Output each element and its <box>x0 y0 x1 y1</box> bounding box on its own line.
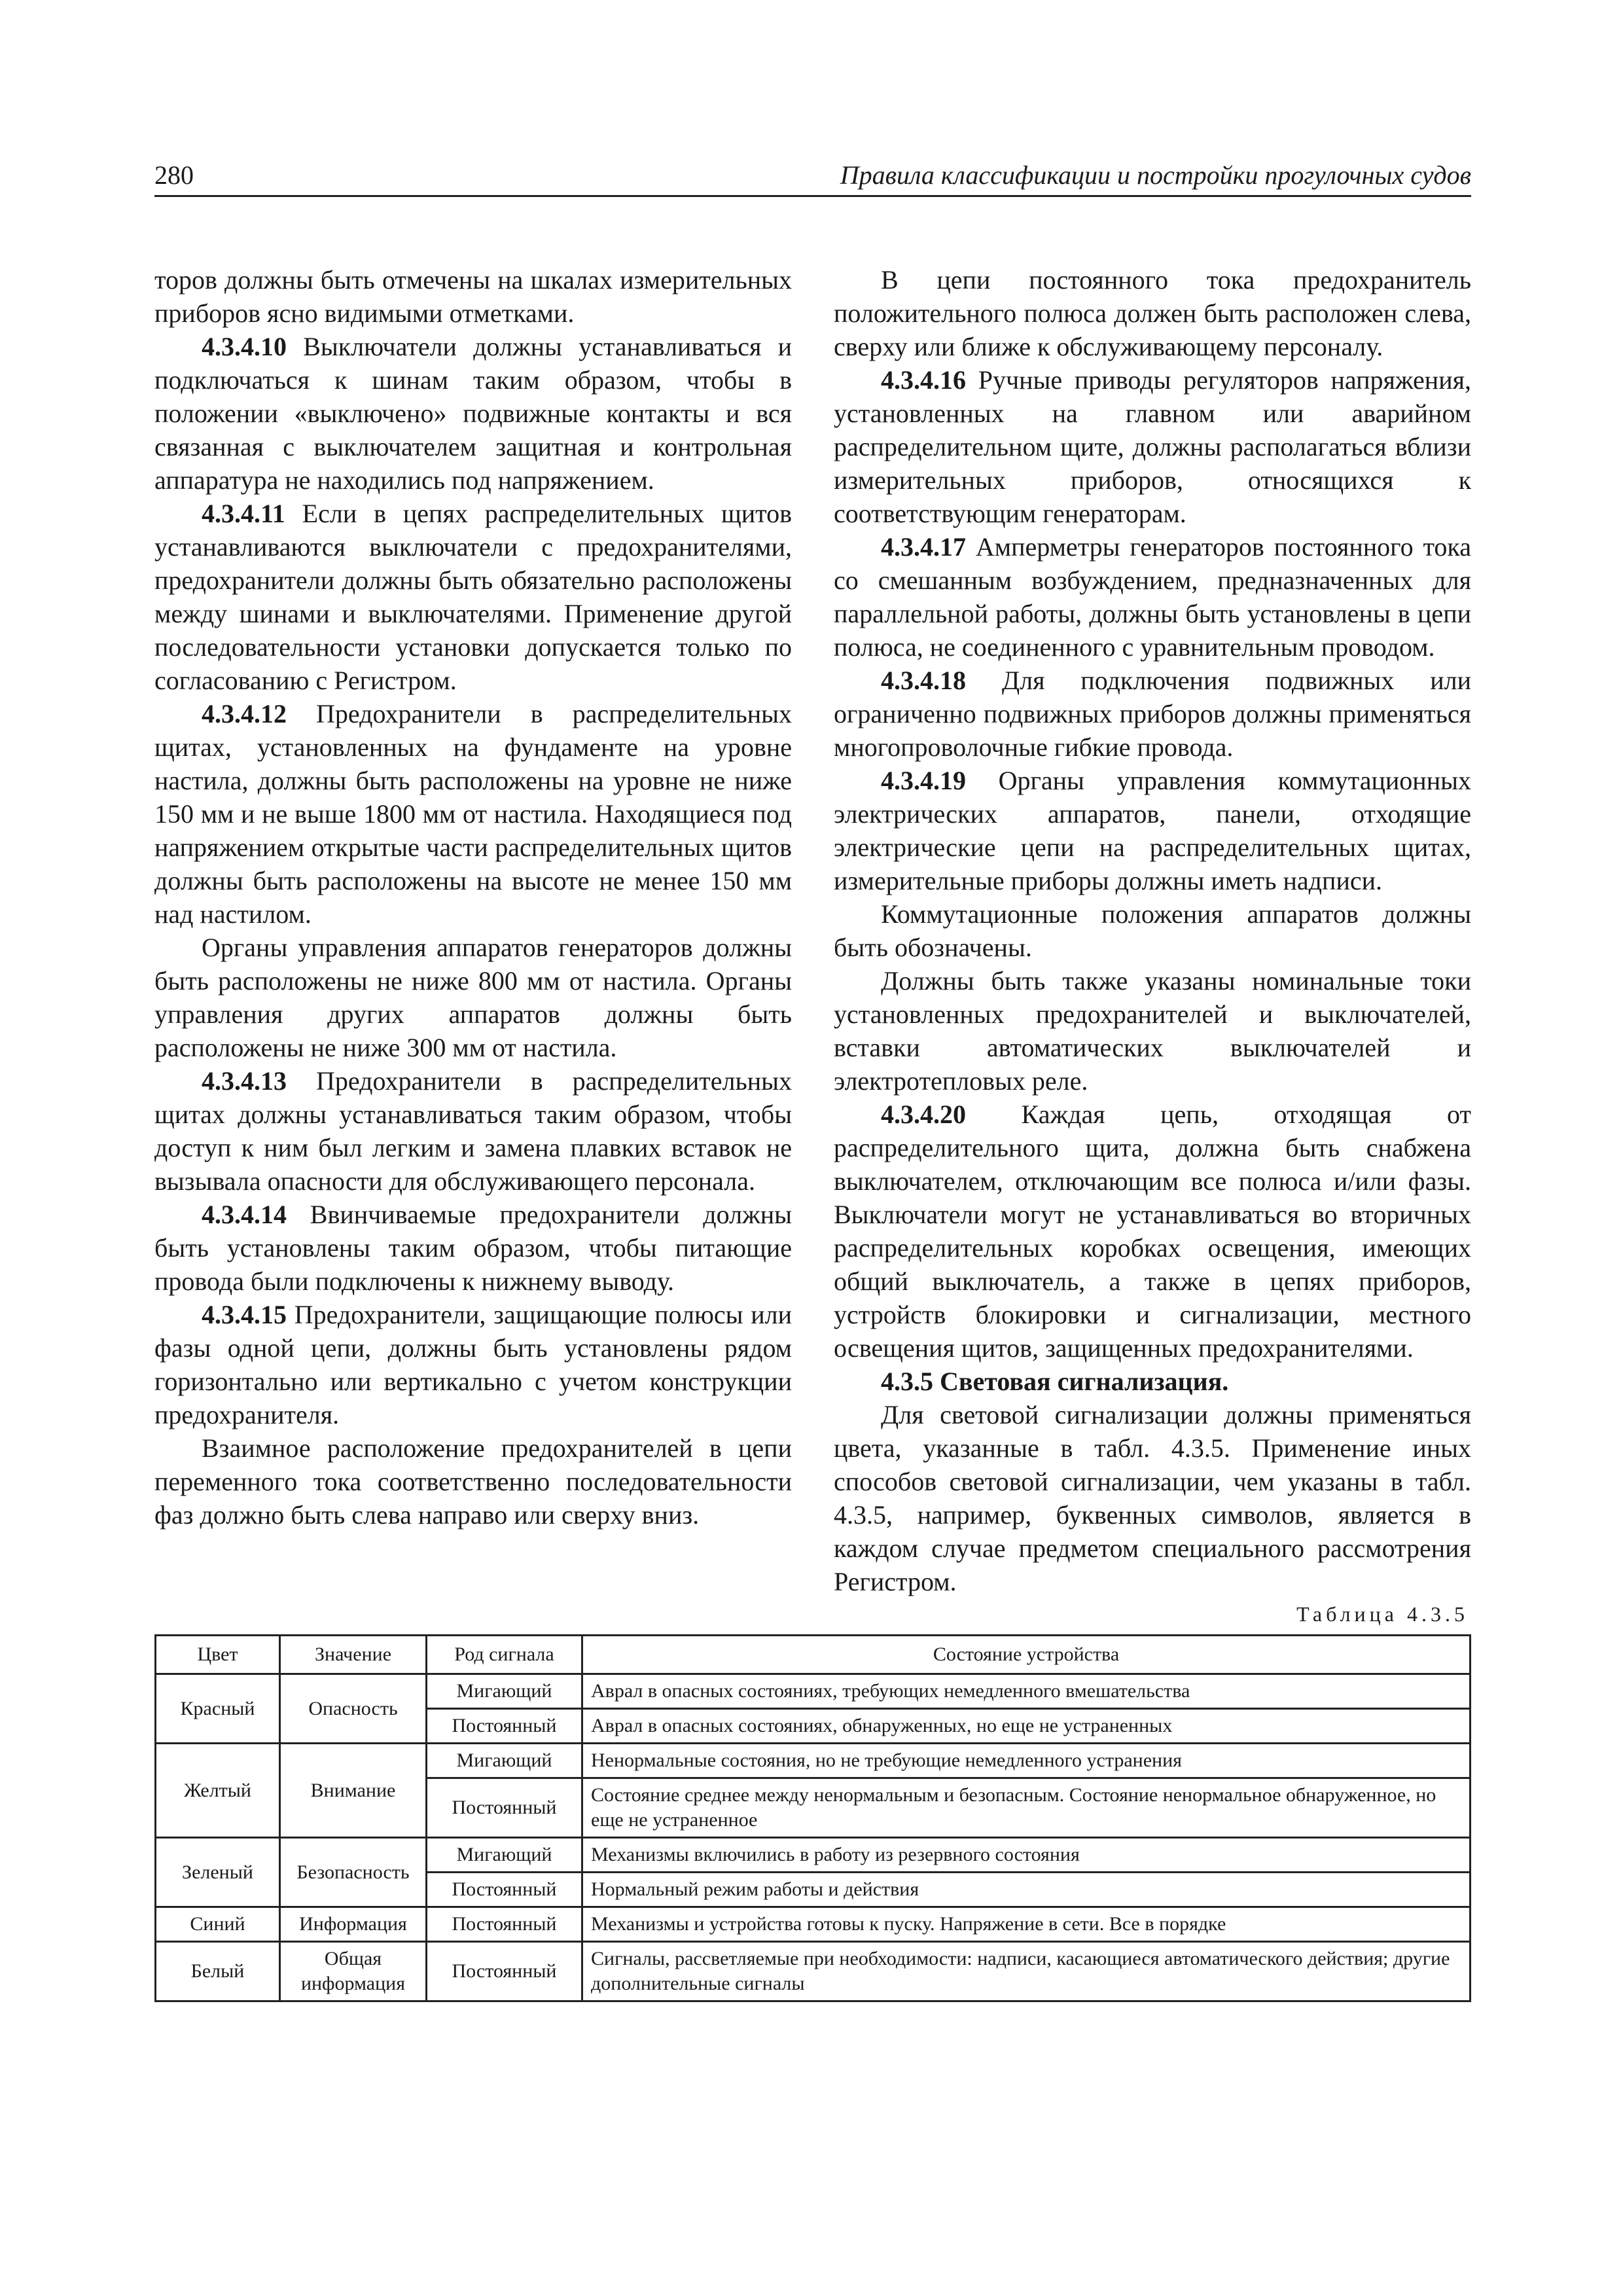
paragraph-text: Предохранители в распределительных щитах должны устанавливаться таким образом, чтобы доступ к ним был легким и замена плавких вставок не вызывала опасности для обслуживающего персонала. <box>154 1066 792 1196</box>
header-meaning: Значение <box>280 1636 427 1674</box>
meaning-cell: Общая информация <box>280 1942 427 2001</box>
clause-number: 4.3.4.13 <box>202 1066 287 1096</box>
meaning-cell: Опасность <box>280 1674 427 1744</box>
table-body <box>156 1674 1471 2001</box>
paragraph-text: Амперметры генераторов постоянного тока со смешанным возбуждением, предназначенных для параллельной работы, должны быть установлены в цепи полюса, не соединенного с уравнительным проводом. <box>834 532 1471 662</box>
right-text-column <box>834 263 1471 1598</box>
clause-number: 4.3.4.18 <box>881 666 966 695</box>
paragraph <box>154 1064 792 1198</box>
clause-number: 4.3.4.15 <box>202 1300 287 1329</box>
paragraph <box>834 1098 1471 1365</box>
paragraph-text: Коммутационные положения аппаратов должны быть обозначены. <box>834 899 1471 962</box>
device-state-cell: Ненормальные состояния, но не требующие немедленного устранения <box>582 1744 1471 1778</box>
table-row <box>156 1907 1471 1942</box>
meaning-cell: Безопасность <box>280 1838 427 1907</box>
paragraph <box>834 897 1471 964</box>
signal-type-cell: Постоянный <box>427 1942 582 2001</box>
signal-colors-table <box>154 1634 1471 2002</box>
page-number: 280 <box>154 160 194 190</box>
clause-number: 4.3.4.20 <box>881 1100 966 1129</box>
device-state-cell: Сигналы, рассветляемые при необходимости: надписи, касающиеся автоматического действия; другие дополнительные сигналы <box>582 1942 1471 2001</box>
paragraph <box>834 964 1471 1098</box>
signal-type-cell: Постоянный <box>427 1907 582 1942</box>
color-cell: Зеленый <box>156 1838 280 1907</box>
table-row <box>156 1838 1471 1873</box>
table-row <box>156 1674 1471 1709</box>
paragraph <box>834 1398 1471 1598</box>
meaning-cell: Внимание <box>280 1744 427 1838</box>
clause-number: 4.3.4.16 <box>881 365 966 395</box>
paragraph <box>154 497 792 697</box>
section-heading: 4.3.5 Световая сигнализация. <box>881 1367 1229 1396</box>
paragraph <box>154 1431 792 1532</box>
header-signal-type: Род сигнала <box>427 1636 582 1674</box>
device-state-cell: Состояние среднее между ненормальным и безопасным. Состояние ненормальное обнаруженное, но еще не устраненное <box>582 1778 1471 1838</box>
color-cell: Белый <box>156 1942 280 2001</box>
signal-type-cell: Постоянный <box>427 1709 582 1744</box>
clause-number: 4.3.4.19 <box>881 766 966 795</box>
paragraph-text: Должны быть также указаны номинальные токи установленных предохранителей и выключателей, вставки автоматических выключателей и электротепловых реле. <box>834 966 1471 1096</box>
device-state-cell: Аврал в опасных состояниях, обнаруженных, но еще не устраненных <box>582 1709 1471 1744</box>
table-row <box>156 1942 1471 2001</box>
paragraph-text: Для подключения подвижных или ограниченно подвижных приборов должны применяться многопроволочные гибкие провода. <box>834 666 1471 762</box>
paragraph-text: Предохранители в распределительных щитах, установленных на фундаменте на уровне настила, должны быть расположены на уровне не ниже 150 мм и не выше 1800 мм от настила. Находящиеся под напряжением открытые части распределительных щитов должны быть расположены на высоте не менее 150 мм над настилом. <box>154 699 792 929</box>
clause-number: 4.3.4.11 <box>202 499 285 528</box>
clause-number: 4.3.4.12 <box>202 699 287 728</box>
paragraph-text: Ввинчиваемые предохранители должны быть установлены таким образом, чтобы питающие провода были подключены к нижнему выводу. <box>154 1200 792 1296</box>
device-state-cell: Нормальный режим работы и действия <box>582 1873 1471 1907</box>
paragraph <box>154 697 792 931</box>
signal-type-cell: Постоянный <box>427 1778 582 1838</box>
clause-number: 4.3.4.10 <box>202 332 287 361</box>
paragraph-text: Каждая цепь, отходящая от распределительного щита, должна быть снабжена выключателем, отключающим все полюса и/или фазы. Выключатели могут не устанавливаться во вторичных распределительных коробках освещения, имеющих общий выключатель, а также в цепях приборов, устройств блокировки и сигнализации, местного освещения щитов, защищенных предохранителями. <box>834 1100 1471 1363</box>
paragraph-text: торов должны быть отмечены на шкалах измерительных приборов ясно видимыми отметками. <box>154 265 792 328</box>
paragraph <box>154 330 792 497</box>
page-header <box>154 154 1471 197</box>
paragraph <box>154 931 792 1064</box>
paragraph-text: Для световой сигнализации должны применяться цвета, указанные в табл. 4.3.5. Применение иных способов световой сигнализации, чем указаны в табл. 4.3.5, например, буквенных символов, является в каждом случае предметом специального рассмотрения Регистром. <box>834 1400 1471 1596</box>
paragraph-text: Органы управления аппаратов генераторов должны быть расположены не ниже 800 мм от настила. Органы управления других аппаратов должны быть расположены не ниже 300 мм от настила. <box>154 933 792 1062</box>
signal-type-cell: Мигающий <box>427 1674 582 1709</box>
signal-type-cell: Постоянный <box>427 1873 582 1907</box>
table-row <box>156 1744 1471 1778</box>
table-caption: Таблица 4.3.5 <box>1296 1602 1469 1626</box>
paragraph-text: Если в цепях распределительных щитов устанавливаются выключатели с предохранителями, предохранители должны быть обязательно расположены между шинами и выключателями. Применение другой последовательности установки допускается только по согласованию с Регистром. <box>154 499 792 695</box>
device-state-cell: Механизмы и устройства готовы к пуску. Напряжение в сети. Все в порядке <box>582 1907 1471 1942</box>
left-text-column <box>154 263 792 1532</box>
signal-type-cell: Мигающий <box>427 1744 582 1778</box>
paragraph <box>154 1298 792 1431</box>
device-state-cell: Аврал в опасных состояниях, требующих немедленного вмешательства <box>582 1674 1471 1709</box>
clause-number: 4.3.4.14 <box>202 1200 287 1229</box>
meaning-cell: Информация <box>280 1907 427 1942</box>
header-device-state: Состояние устройства <box>582 1636 1471 1674</box>
paragraph <box>834 530 1471 664</box>
color-cell: Желтый <box>156 1744 280 1838</box>
clause-number: 4.3.4.17 <box>881 532 966 562</box>
paragraph-text: Предохранители, защищающие полюсы или фазы одной цепи, должны быть установлены рядом горизонтально или вертикально с учетом конструкции предохранителя. <box>154 1300 792 1429</box>
paragraph-text: Выключатели должны устанавливаться и подключаться к шинам таким образом, чтобы в положении «выключено» подвижные контакты и вся связанная с выключателем защитная и контрольная аппаратура не находились под напряжением. <box>154 332 792 495</box>
color-cell: Красный <box>156 1674 280 1744</box>
paragraph <box>154 1198 792 1298</box>
paragraph <box>834 664 1471 764</box>
paragraph-text: Ручные приводы регуляторов напряжения, установленных на главном или аварийном распределительном щите, должны располагаться вблизи измерительных приборов, относящихся к соответствующим генераторам. <box>834 365 1471 528</box>
paragraph-text: Взаимное расположение предохранителей в цепи переменного тока соответственно последовательности фаз должно быть слева направо или сверху вниз. <box>154 1433 792 1530</box>
device-state-cell: Механизмы включились в работу из резервного состояния <box>582 1838 1471 1873</box>
table-header-row <box>156 1636 1471 1674</box>
paragraph-text: Органы управления коммутационных электрических аппаратов, панели, отходящие электрические цепи на распределительных щитах, измерительные приборы должны иметь надписи. <box>834 766 1471 895</box>
paragraph-text: В цепи постоянного тока предохранитель положительного полюса должен быть расположен слева, сверху или ближе к обслуживающему персоналу. <box>834 265 1471 361</box>
running-title: Правила классификации и постройки прогулочных судов <box>840 160 1471 190</box>
color-cell: Синий <box>156 1907 280 1942</box>
signal-type-cell: Мигающий <box>427 1838 582 1873</box>
header-color: Цвет <box>156 1636 280 1674</box>
paragraph <box>154 263 792 330</box>
paragraph <box>834 764 1471 897</box>
paragraph <box>834 363 1471 530</box>
paragraph <box>834 263 1471 363</box>
